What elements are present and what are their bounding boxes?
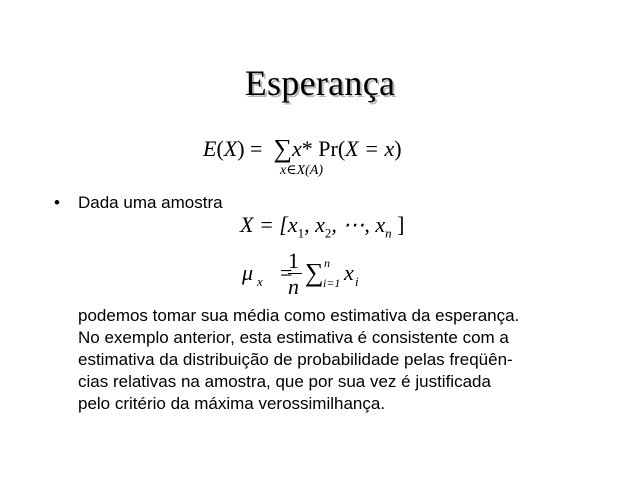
- expectation-formula: E(X) = ∑x* Pr(X = x) x∈X(A): [203, 134, 402, 178]
- term-x: x: [292, 136, 302, 161]
- summation-subscript: x∈X(A): [280, 163, 324, 178]
- mean-summation-symbol: ∑: [305, 258, 324, 287]
- mu-subscript: x: [257, 274, 263, 289]
- slide-title: Esperança: [244, 63, 396, 103]
- sample-sub-2: 2: [324, 225, 332, 241]
- bullet-marker: •: [54, 193, 60, 212]
- fraction-numerator: 1: [288, 248, 299, 273]
- star-pr: * Pr(: [301, 136, 346, 161]
- fraction-denominator: n: [288, 274, 299, 299]
- paragraph-line: No exemplo anterior, esta estimativa é consistente com a: [78, 328, 509, 347]
- sample-formula: [240, 212, 404, 241]
- close-paren: ): [394, 136, 402, 161]
- mu-symbol: μ: [242, 260, 254, 285]
- term-xi: x: [344, 260, 354, 285]
- equals-x: = x: [358, 136, 395, 161]
- sample-sub-1: 1: [297, 225, 305, 241]
- paragraph-line: pelo critério da máxima verossimilhança.: [78, 394, 386, 413]
- sample-sub-n: n: [385, 225, 392, 241]
- bullet-item: [54, 193, 223, 213]
- expectation-symbol: E: [203, 136, 217, 161]
- expectation-arg: X: [223, 136, 238, 161]
- random-variable-x: X: [345, 136, 359, 161]
- mean-formula: [242, 250, 442, 302]
- sample-open: = [x: [253, 212, 298, 237]
- term-xi-subscript: i: [355, 274, 359, 289]
- paragraph-line: estimativa da distribuição de probabilidade pelas freqüên-: [78, 350, 513, 369]
- sample-mid: , x: [304, 212, 325, 237]
- explanation-paragraph: [78, 305, 598, 415]
- paragraph-line: cias relativas na amostra, que por sua vez é justificada: [78, 372, 491, 391]
- sample-symbol: X: [240, 212, 254, 237]
- summation-upper-limit: n: [324, 256, 330, 270]
- mean-equals: =: [280, 260, 293, 285]
- summation-symbol: ∑: [273, 134, 293, 163]
- sample-dots: , ⋯, x: [331, 212, 386, 237]
- paragraph-line: podemos tomar sua média como estimativa da esperança.: [78, 306, 520, 325]
- sample-close: ]: [391, 212, 405, 237]
- summation-lower-limit: i=1: [323, 276, 341, 290]
- bullet-text: Dada uma amostra: [78, 193, 223, 212]
